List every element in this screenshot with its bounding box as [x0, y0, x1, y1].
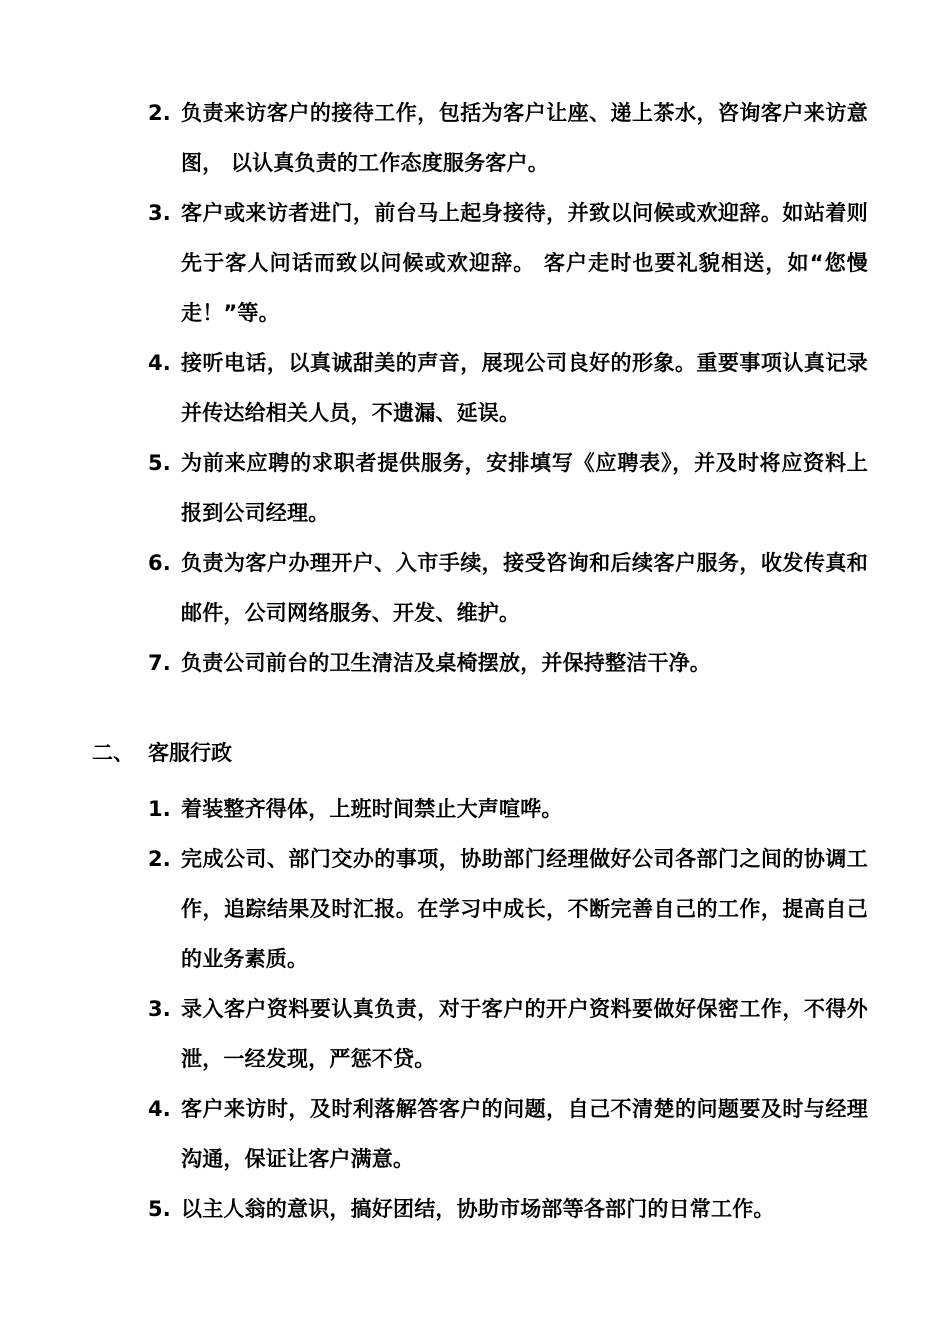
item-text: 客户或来访者进门，前台马上起身接待，并致以问候或欢迎辞。如站着则先于客人问话而致以问候或欢迎辞。 客户走时也要礼貌相送，如“您慢走！”等。: [181, 201, 868, 325]
item-number: 4.: [148, 351, 171, 375]
item-text: 以主人翁的意识，搞好团结，协助市场部等各部门的日常工作。: [181, 1197, 775, 1221]
item-text: 负责来访客户的接待工作，包括为客户让座、递上茶水，咨询客户来访意图， 以认真负责的工作态度服务客户。: [181, 101, 868, 175]
item-text: 接听电话，以真诚甜美的声音，展现公司良好的形象。重要事项认真记录并传达给相关人员，不遗漏、延误。: [181, 351, 868, 425]
item-number: 3.: [148, 997, 171, 1021]
item-number: 1.: [148, 797, 171, 821]
item-text: 为前来应聘的求职者提供服务，安排填写《应聘表》，并及时将应资料上报到公司经理。: [181, 451, 868, 525]
item-text: 负责公司前台的卫生清洁及桌椅摆放，并保持整洁干净。: [181, 651, 711, 675]
item-text: 录入客户资料要认真负责，对于客户的开户资料要做好保密工作，不得外泄，一经发现，严惩不贷。: [181, 997, 868, 1071]
item-text: 客户来访时，及时利落解答客户的问题，自己不清楚的问题要及时与经理沟通，保证让客户满意。: [181, 1097, 868, 1171]
item-text: 着装整齐得体，上班时间禁止大声喧哗。: [181, 797, 563, 821]
list-item: [148, 834, 868, 984]
list-item: [148, 638, 868, 688]
item-number: 3.: [148, 201, 171, 225]
list-item: [148, 538, 868, 638]
item-number: 5.: [148, 451, 171, 475]
list-item: [148, 784, 868, 834]
section-two-list: [148, 784, 868, 1234]
list-item: [148, 188, 868, 338]
item-number: 5.: [148, 1197, 171, 1221]
section-number: 二、: [92, 741, 134, 765]
section-one-list: [148, 88, 868, 688]
item-text: 负责为客户办理开户、入市手续，接受咨询和后续客户服务，收发传真和邮件，公司网络服务、开发、维护。: [181, 551, 868, 625]
item-number: 6.: [148, 551, 171, 575]
list-item: [148, 438, 868, 538]
item-number: 4.: [148, 1097, 171, 1121]
list-item: [148, 1184, 868, 1234]
item-text: 完成公司、部门交办的事项，协助部门经理做好公司各部门之间的协调工作，追踪结果及时汇报。在学习中成长，不断完善自己的工作，提高自己的业务素质。: [181, 847, 868, 971]
list-item: [148, 984, 868, 1084]
list-item: [148, 1084, 868, 1184]
list-item: [148, 88, 868, 188]
item-number: 2.: [148, 847, 171, 871]
section-title: 客服行政: [148, 741, 232, 765]
list-item: [148, 338, 868, 438]
item-number: 7.: [148, 651, 171, 675]
item-number: 2.: [148, 101, 171, 125]
section-heading: [92, 728, 232, 778]
